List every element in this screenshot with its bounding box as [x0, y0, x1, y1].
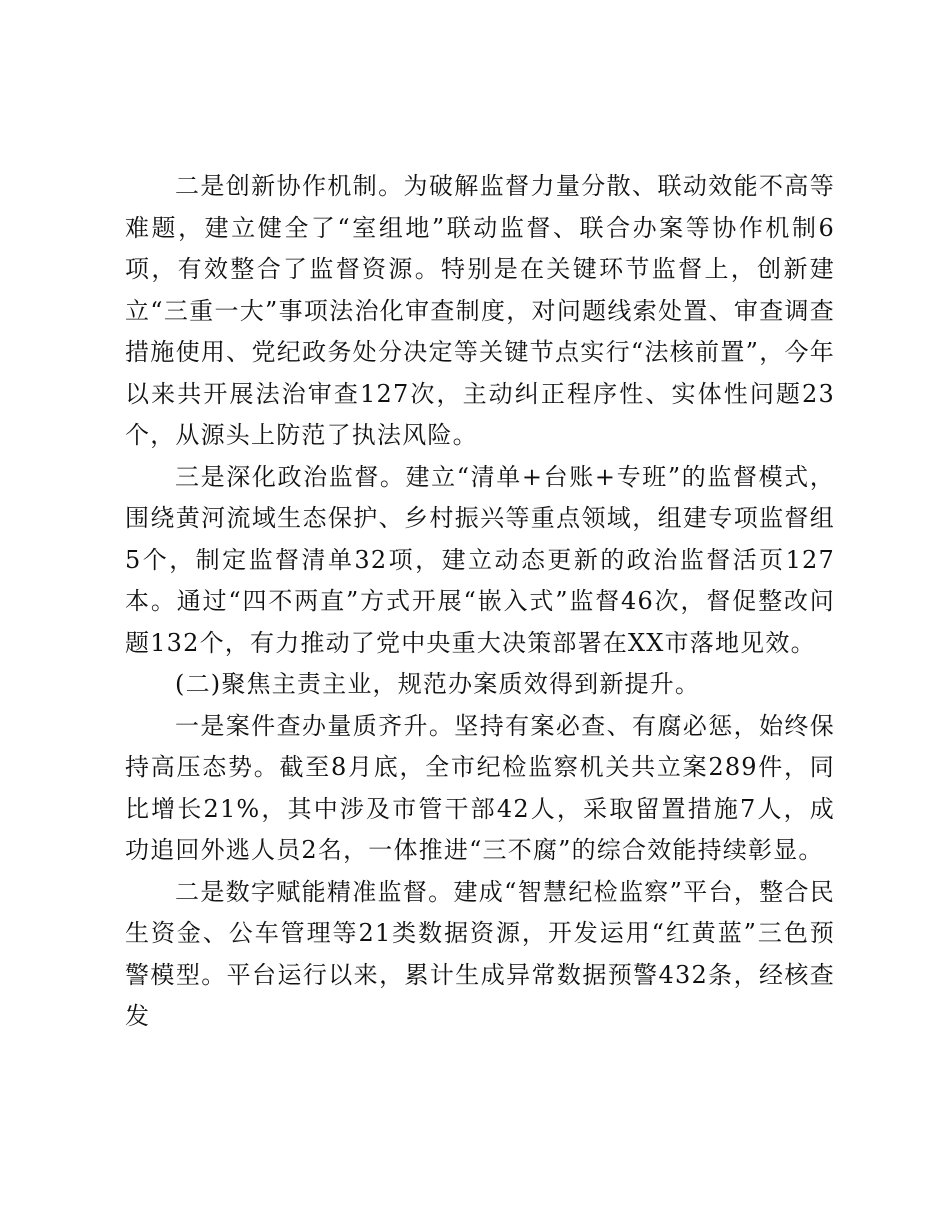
paragraph-digital-supervision: 二是数字赋能精准监督。建成“智慧纪检监察”平台，整合民生资金、公车管理等21类数据资源，开发运用“红黄蓝”三色预警模型。平台运行以来，累计生成异常数据预警432条，经核查发: [125, 877, 835, 1030]
paragraph-collaboration-mechanism: 二是创新协作机制。为破解监督力量分散、联动效能不高等难题，建立健全了“室组地”联动监督、联合办案等协作机制6项，有效整合了监督资源。特别是在关键环节监督上，创新建立“三重一大”事项法治化审查制度，对问题线索处置、审查调查措施使用、党纪政务处分决定等关键节点实行“法核前置”，今年以来共开展法治审查127次，主动纠正程序性、实体性问题23个，从源头上防范了执法风险。: [125, 172, 835, 449]
paragraph-case-handling: 一是案件查办量质齐升。坚持有案必查、有腐必惩，始终保持高压态势。截至8月底，全市纪检监察机关共立案289件，同比增长21%，其中涉及市管干部42人，采取留置措施7人，成功追回外逃人员2名，一体推进“三不腐”的综合效能持续彰显。: [125, 711, 835, 864]
section-heading-2: (二)聚焦主责主业，规范办案质效得到新提升。: [175, 670, 701, 698]
paragraph-political-supervision: 三是深化政治监督。建立“清单+台账+专班”的监督模式，围绕黄河流域生态保护、乡村振兴等重点领域，组建专项监督组5个，制定监督清单32项，建立动态更新的政治监督活页127本。通过“四不两直”方式开展“嵌入式”监督46次，督促整改问题132个，有力推动了党中央重大决策部署在XX市落地见效。: [125, 462, 835, 657]
document-body: [125, 166, 835, 1038]
